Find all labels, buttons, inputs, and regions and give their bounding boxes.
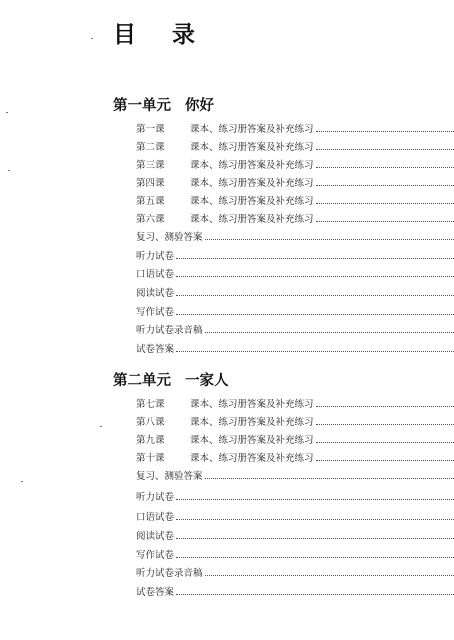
lesson-number: 第十课 (136, 453, 165, 464)
page-title: 目 录 (113, 22, 210, 48)
entry-title: 写作试卷 (136, 307, 175, 318)
dot-leader (176, 556, 454, 558)
toc-entry[interactable] (136, 584, 454, 598)
toc-entry[interactable] (136, 157, 454, 171)
entry-title: 课本、练习册答案及补充练习 (190, 124, 314, 135)
dot-leader (176, 313, 454, 315)
entry-title: 复习、测验答案 (136, 232, 203, 243)
entry-title: 课本、练习册答案及补充练习 (190, 399, 314, 410)
entry-title: 课本、练习册答案及补充练习 (190, 435, 314, 446)
unit-name: 一家人 (185, 373, 229, 389)
toc-entry[interactable] (136, 139, 454, 153)
toc-entry[interactable] (136, 528, 454, 542)
toc-entry[interactable] (136, 229, 454, 243)
dot-leader (316, 130, 454, 132)
scan-speck (6, 112, 8, 113)
toc-entry[interactable] (136, 489, 454, 503)
entry-title: 课本、练习册答案及补充练习 (190, 453, 314, 464)
dot-leader (176, 498, 454, 500)
toc-entry[interactable] (136, 341, 454, 355)
dot-leader (176, 275, 454, 277)
unit-heading (113, 369, 229, 390)
entry-title: 试卷答案 (136, 587, 175, 598)
dot-leader (176, 350, 454, 352)
entry-title: 听力试卷 (136, 492, 175, 503)
entry-title: 课本、练习册答案及补充练习 (190, 214, 314, 225)
entry-title: 试卷答案 (136, 344, 175, 355)
lesson-number: 第九课 (136, 435, 165, 446)
scan-speck (91, 38, 93, 39)
dot-leader (176, 537, 454, 539)
unit-heading (113, 94, 214, 115)
toc-entry[interactable] (136, 450, 454, 464)
entry-title: 复习、测验答案 (136, 471, 203, 482)
dot-leader (176, 294, 454, 296)
lesson-number: 第八课 (136, 417, 165, 428)
dot-leader (316, 202, 454, 204)
unit-number: 第一单元 (113, 98, 171, 114)
toc-entry[interactable] (136, 175, 454, 189)
scan-speck (8, 170, 10, 171)
entry-title: 听力试卷录音稿 (136, 568, 203, 579)
dot-leader (176, 593, 454, 595)
toc-entry[interactable] (136, 304, 454, 318)
lesson-number: 第二课 (136, 142, 165, 153)
entry-title: 听力试卷录音稿 (136, 325, 203, 336)
toc-entry[interactable] (136, 565, 454, 579)
toc-entry[interactable] (136, 509, 454, 523)
lesson-number: 第一课 (136, 124, 165, 135)
lesson-number: 第四课 (136, 178, 165, 189)
dot-leader (316, 441, 454, 443)
entry-title: 阅读试卷 (136, 531, 175, 542)
lesson-number: 第七课 (136, 399, 165, 410)
toc-entry[interactable] (136, 285, 454, 299)
dot-leader (316, 148, 454, 150)
toc-entry[interactable] (136, 547, 454, 561)
dot-leader (316, 166, 454, 168)
toc-entry[interactable] (136, 396, 454, 410)
entry-title: 写作试卷 (136, 550, 175, 561)
entry-title: 口语试卷 (136, 269, 175, 280)
dot-leader (316, 220, 454, 222)
toc-entry[interactable] (136, 211, 454, 225)
toc-entry[interactable] (136, 121, 454, 135)
dot-leader (316, 459, 454, 461)
entry-title: 阅读试卷 (136, 288, 175, 299)
dot-leader (205, 238, 454, 240)
toc-entry[interactable] (136, 432, 454, 446)
lesson-number: 第三课 (136, 160, 165, 171)
lesson-number: 第五课 (136, 196, 165, 207)
toc-entry[interactable] (136, 193, 454, 207)
scan-speck (100, 426, 102, 427)
unit-number: 第二单元 (113, 373, 171, 389)
dot-leader (205, 574, 454, 576)
toc-entry[interactable] (136, 414, 454, 428)
toc-entry[interactable] (136, 468, 454, 482)
toc-entry[interactable] (136, 266, 454, 280)
toc-entry[interactable] (136, 322, 454, 336)
entry-title: 课本、练习册答案及补充练习 (190, 417, 314, 428)
dot-leader (316, 405, 454, 407)
entry-title: 听力试卷 (136, 251, 175, 262)
lesson-number: 第六课 (136, 214, 165, 225)
scan-speck (21, 481, 23, 482)
unit-name: 你好 (185, 98, 214, 114)
dot-leader (176, 518, 454, 520)
dot-leader (205, 331, 454, 333)
entry-title: 课本、练习册答案及补充练习 (190, 196, 314, 207)
entry-title: 课本、练习册答案及补充练习 (190, 142, 314, 153)
entry-title: 口语试卷 (136, 512, 175, 523)
entry-title: 课本、练习册答案及补充练习 (190, 160, 314, 171)
toc-entry[interactable] (136, 248, 454, 262)
dot-leader (205, 477, 454, 479)
dot-leader (316, 423, 454, 425)
dot-leader (176, 257, 454, 259)
entry-title: 课本、练习册答案及补充练习 (190, 178, 314, 189)
dot-leader (316, 184, 454, 186)
